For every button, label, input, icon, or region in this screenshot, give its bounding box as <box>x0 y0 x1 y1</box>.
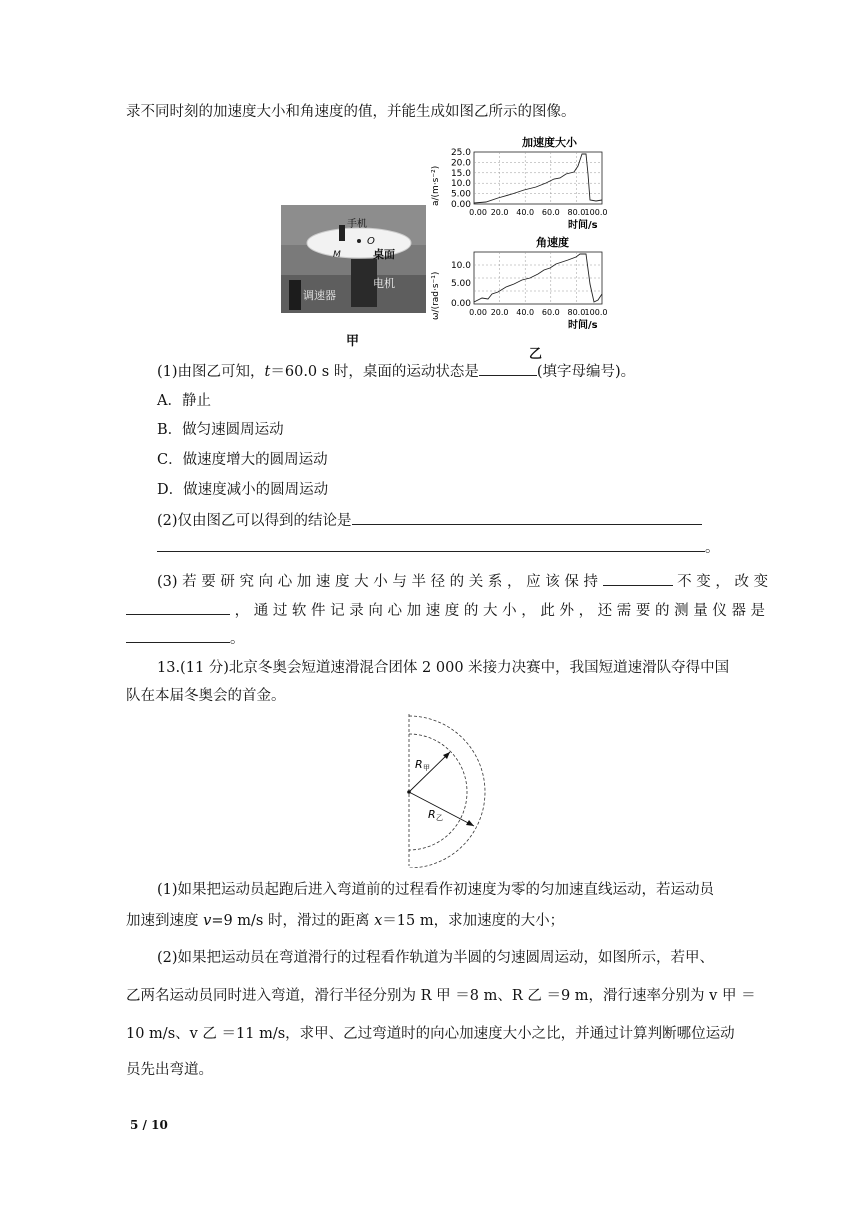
answer-blank-3[interactable] <box>603 571 673 586</box>
g1-xtick: 80.0 <box>567 208 586 217</box>
label-O: O <box>367 236 375 247</box>
q12-part1: (1)由图乙可知，t＝60.0 s 时，桌面的运动状态是 (填字母编号)。 <box>157 361 635 382</box>
g2-ytick: 0.00 <box>450 299 471 309</box>
label-phone: 手机 <box>347 219 367 230</box>
g2-ytick: 5.00 <box>450 279 471 289</box>
g2-ytick: 10.0 <box>450 261 471 271</box>
r-jia-label: R <box>415 758 423 771</box>
option-a: A．静止 <box>157 393 211 409</box>
option-b: B．做匀速圆周运动 <box>157 422 284 438</box>
q12-part3: (3) 若 要 研 究 向 心 加 速 度 大 小 与 半 径 的 关 系 ， 应 该 保 持 不 变 ， 改 变 <box>157 571 768 592</box>
q13-heading: 13.(11 分)北京冬奥会短道速滑混合团体 2 000 米接力决赛中，我国短道速滑队夺得中国 <box>157 660 730 676</box>
g1-ytick: 10.0 <box>450 179 471 190</box>
g1-ytick: 5.00 <box>450 189 471 200</box>
g2-xtick: 60.0 <box>541 308 560 317</box>
q13-part2-line3: 10 m/s、v 乙 ＝11 m/s，求甲、乙过弯道时的向心加速度大小之比，并通过计算判断哪位运动 <box>126 1026 735 1042</box>
answer-blank-4[interactable] <box>126 600 230 615</box>
g2-xtick: 80.0 <box>567 308 586 317</box>
g2-xtick: 0.00 <box>469 308 487 317</box>
caption-yi: 乙 <box>529 347 543 362</box>
g1-ytick: 20.0 <box>450 158 471 169</box>
answer-blank-2[interactable] <box>352 510 702 525</box>
option-d: D．做速度减小的圆周运动 <box>157 482 329 498</box>
graph1-xlabel: 时间/s <box>568 220 598 231</box>
g1-curve <box>474 154 602 203</box>
g2-xtick: 20.0 <box>490 308 509 317</box>
graph2-ylabel: ω/(rad·s⁻¹) <box>431 271 441 320</box>
g1-xtick: 0.00 <box>469 208 487 217</box>
g2-xtick: 100.0 <box>584 308 608 317</box>
q12-part3-line3: 。 <box>126 628 245 649</box>
page-number: 5 / 10 <box>130 1118 168 1132</box>
answer-blank-1[interactable] <box>479 361 537 376</box>
turntable-photo <box>281 205 426 313</box>
g1-ytick: 15.0 <box>450 168 471 179</box>
label-M: M <box>333 250 341 260</box>
g1-xtick: 40.0 <box>516 208 535 217</box>
answer-blank-2b[interactable] <box>157 537 705 552</box>
g1-ytick: 25.0 <box>450 148 471 158</box>
answer-blank-5[interactable] <box>126 628 230 643</box>
caption-jia: 甲 <box>346 334 360 349</box>
r-jia-sub: 甲 <box>423 764 430 772</box>
q12-part3-line2: ， 通 过 软 件 记 录 向 心 加 速 度 的 大 小 ， 此 外 ， 还 需 要 的 测 量 仪 器 是 <box>126 600 765 621</box>
q13-part2-line2: 乙两名运动员同时进入弯道，滑行半径分别为 R 甲 ＝8 m、R 乙 ＝9 m，滑行速率分别为 v 甲 ＝ <box>126 988 756 1004</box>
label-motor: 电机 <box>373 277 395 290</box>
q13-part2: (2)如果把运动员在弯道滑行的过程看作轨道为半圆的匀速圆周运动，如图所示，若甲、 <box>157 950 715 966</box>
q13-part1-line2: 加速到速度 v=9 m/s 时，滑过的距离 x＝15 m，求加速度的大小； <box>126 913 565 929</box>
intro-text: 录不同时刻的加速度大小和角速度的值，并能生成如图乙所示的图像。 <box>126 104 576 120</box>
r-yi-sub: 乙 <box>436 814 443 822</box>
q13-heading-line2: 队在本届冬奥会的首金。 <box>126 688 286 704</box>
graph2-title: 角速度 <box>536 236 569 249</box>
graph1-ylabel: a/(m·s⁻²) <box>431 165 441 206</box>
graph2-xlabel: 时间/s <box>568 320 598 331</box>
graphs-figure <box>426 134 616 344</box>
q13-part1: (1)如果把运动员起跑后进入弯道前的过程看作初速度为零的匀加速直线运动，若运动员 <box>157 882 715 898</box>
label-controller: 调速器 <box>303 289 336 302</box>
option-c: C．做速度增大的圆周运动 <box>157 452 328 468</box>
r-yi-label: R <box>428 808 436 821</box>
g1-xtick: 20.0 <box>490 208 509 217</box>
g2-xtick: 40.0 <box>516 308 535 317</box>
label-table: 桌面 <box>373 248 395 261</box>
g1-xtick: 100.0 <box>584 208 608 217</box>
graph1-title: 加速度大小 <box>522 136 577 149</box>
q13-part2-line4: 员先出弯道。 <box>126 1062 213 1078</box>
g1-ytick: 0.00 <box>450 200 471 210</box>
track-diagram <box>398 712 490 868</box>
g1-xtick: 60.0 <box>541 208 560 217</box>
q12-part2: (2)仅由图乙可以得到的结论是 <box>157 510 702 531</box>
q12-part2-line2: 。 <box>157 537 720 558</box>
